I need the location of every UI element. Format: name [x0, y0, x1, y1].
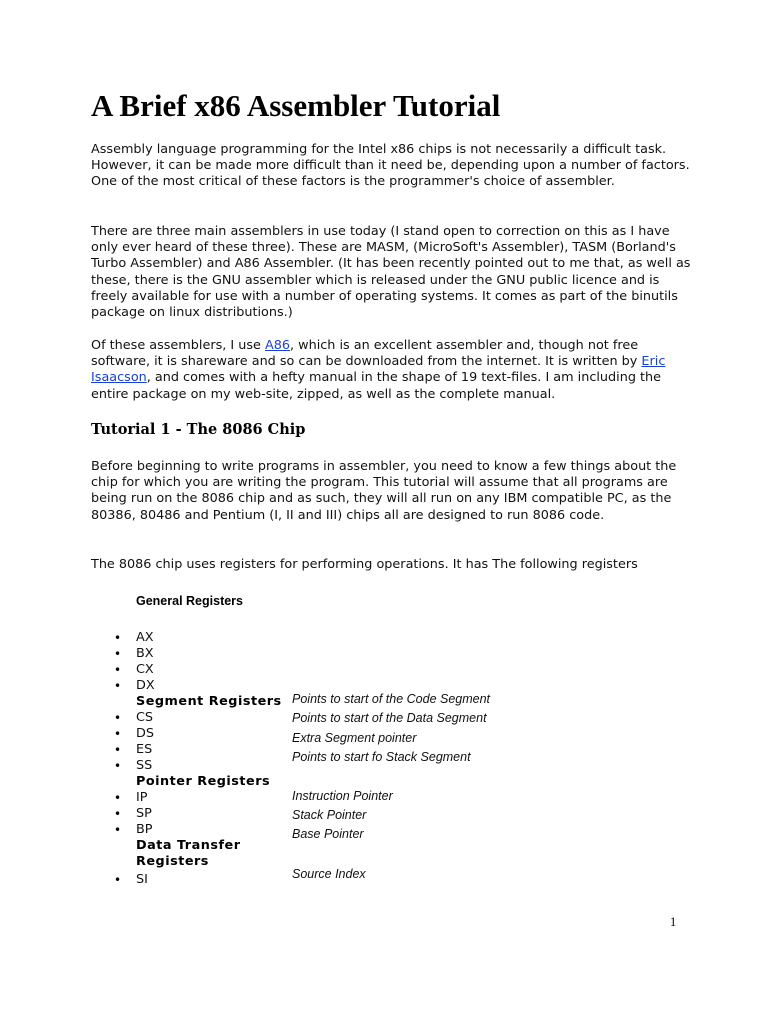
register-ip-description: Instruction Pointer — [292, 789, 393, 803]
register-es: ES — [136, 742, 153, 757]
register-sp: SP — [136, 806, 152, 821]
bullet-sp: • — [114, 807, 122, 821]
bullet-cs: • — [114, 711, 122, 725]
register-si-description: Source Index — [292, 867, 366, 881]
register-sp-description: Stack Pointer — [292, 808, 367, 822]
register-ss-description: Points to start fo Stack Segment — [292, 750, 471, 764]
general-registers-heading: General Registers — [136, 594, 243, 608]
bullet-dx: • — [114, 679, 122, 693]
data-transfer-registers-heading: Data Transfer Registers — [136, 838, 241, 869]
page-number: 1 — [670, 915, 677, 929]
register-ax: AX — [136, 630, 154, 645]
choice-text-2: , which is an excellent assembler and, though not free software, it is shareware and so can be downloaded from the internet. It is written by — [91, 338, 642, 370]
register-dx: DX — [136, 678, 155, 693]
register-ds: DS — [136, 726, 154, 741]
before-paragraph: Before beginning to write programs in assembler, you need to know a few things about the chip for which you are writing the program. This tutorial will assume that all programs are being run on the 8086 chip and as such, they will all run on any IBM compatible PC, as the 80386, 80486 and Pentium (I, II and III) chips all are designed to run 8086 code. — [91, 459, 677, 523]
document-title: A Brief x86 Assembler Tutorial — [91, 88, 501, 123]
bullet-bp: • — [114, 823, 122, 837]
eric-isaacson-link[interactable]: Eric Isaacson — [91, 354, 666, 386]
pointer-registers-heading: Pointer Registers — [136, 774, 271, 789]
register-cs: CS — [136, 710, 154, 725]
register-ss: SS — [136, 758, 153, 773]
registers-intro: The 8086 chip uses registers for performing operations. It has The following registers — [91, 557, 638, 572]
choice-text-1: Of these assemblers, I use — [91, 338, 265, 353]
section-heading: Tutorial 1 - The 8086 Chip — [91, 421, 306, 438]
choice-paragraph — [91, 338, 691, 403]
bullet-cx: • — [114, 663, 122, 677]
intro-paragraph: Assembly language programming for the Intel x86 chips is not necessarily a difficult task. However, it can be made more difficult than it need be, depending upon a number of factors. One of the most critical of these factors is the programmer's choice of assembler. — [91, 142, 690, 190]
bullet-si: • — [114, 873, 122, 887]
a86-link[interactable]: A86 — [264, 338, 290, 353]
register-cs-description: Points to start of the Code Segment — [292, 692, 491, 706]
bullet-ds: • — [114, 727, 122, 741]
bullet-es: • — [114, 743, 122, 757]
register-si: SI — [136, 872, 148, 887]
register-cx: CX — [136, 662, 154, 677]
register-bx: BX — [136, 646, 154, 661]
register-bp: BP — [136, 822, 153, 837]
register-bp-description: Base Pointer — [292, 827, 364, 841]
segment-registers-heading: Segment Registers — [136, 694, 282, 709]
register-ds-description: Points to start of the Data Segment — [292, 711, 487, 725]
bullet-ax: • — [114, 631, 122, 645]
bullet-ss: • — [114, 759, 122, 773]
register-ip: IP — [136, 790, 148, 805]
assemblers-paragraph: There are three main assemblers in use today (I stand open to correction on this as I have only ever heard of these three). These are MASM, (MicroSoft's Assembler), TASM (Borland's Turbo Assembler) and A86 Assembler. (It has been recently pointed out to me that, as well as these, there is the GNU assembler which is released under the GNU public licence and is freely available for use with a number of operating systems. It comes as part of the binutils package on linux distributions.) — [91, 224, 691, 321]
register-es-description: Extra Segment pointer — [292, 731, 417, 745]
bullet-ip: • — [114, 791, 122, 805]
bullet-bx: • — [114, 647, 122, 661]
choice-text-3: , and comes with a hefty manual in the shape of 19 text-files. I am including the entire package on my web-site, zipped, as well as the complete manual. — [91, 370, 662, 402]
